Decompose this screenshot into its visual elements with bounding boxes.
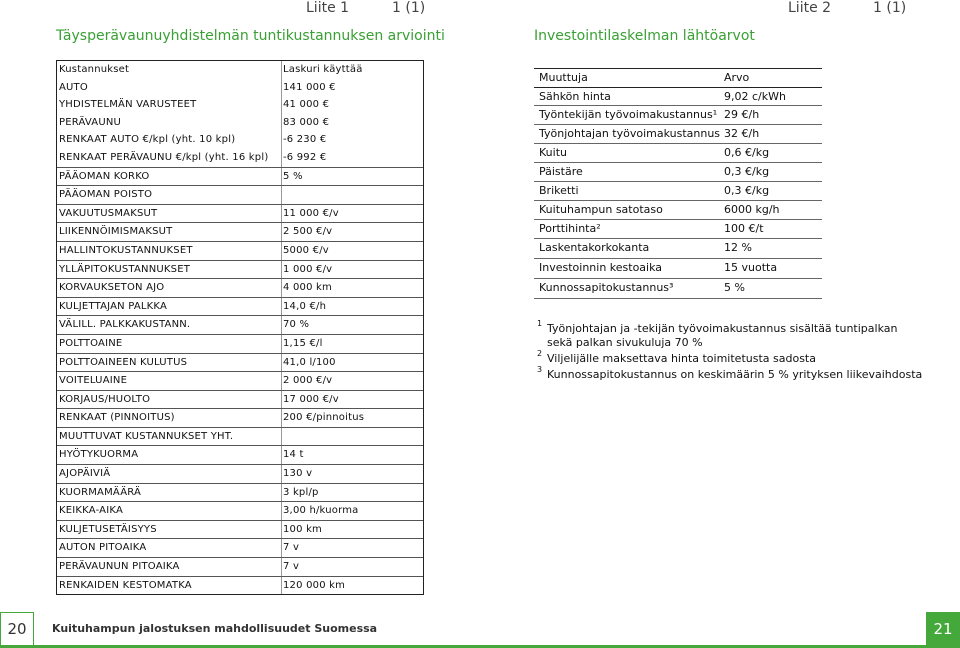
- cost-row: [57, 297, 423, 316]
- cost-row-value: 141 000 €: [283, 81, 336, 93]
- cost-table: [56, 60, 424, 595]
- cost-row-label: KUORMAMÄÄRÄ: [59, 486, 142, 498]
- footnote-text: Kunnossapitokustannus on keskimäärin 5 % yrityksen liikevaihdosta: [547, 368, 923, 381]
- cost-row-label: YHDISTELMÄN VARUSTEET: [59, 99, 197, 111]
- variable-row: [534, 259, 822, 279]
- cost-row: [57, 204, 423, 223]
- right-appendix-label: Liite 2: [788, 0, 832, 16]
- footnote-text: sekä palkan sivukuluja 70 %: [547, 336, 703, 349]
- cost-row: [57, 79, 423, 97]
- right-page-count: 1 (1): [873, 0, 907, 16]
- variable-row: [534, 279, 822, 299]
- cost-row-label: RENKAAT AUTO €/kpl (yht. 10 kpl): [59, 134, 236, 146]
- variable-row-label: Porttihinta²: [539, 222, 601, 235]
- variable-row: [534, 144, 822, 163]
- variable-row-label: Kuituhampun satotaso: [539, 203, 663, 216]
- left-page-number: 20: [0, 612, 34, 646]
- cost-row-label: LIIKENNÖIMISMAKSUT: [59, 226, 173, 238]
- cost-row-label: VÄLILL. PALKKAKUSTANN.: [59, 319, 191, 331]
- cost-table-header: [57, 61, 423, 79]
- footnote-number: 1: [537, 319, 543, 328]
- cost-row-label: AUTO: [59, 81, 88, 93]
- cost-row: [57, 576, 423, 595]
- cost-row-value: 1 000 €/v: [283, 263, 333, 275]
- cost-row-label: RENKAIDEN KESTOMATKA: [59, 579, 192, 591]
- variable-row-label: Investoinnin kestoaika: [539, 261, 663, 274]
- variable-row: [534, 125, 822, 144]
- variable-row: [534, 88, 822, 106]
- cost-row: [57, 185, 423, 204]
- variable-row-value: 100 €/t: [724, 222, 764, 235]
- cost-row-value: 2 500 €/v: [283, 226, 333, 238]
- variable-row: [534, 163, 822, 182]
- cost-row-value: 3 kpl/p: [283, 486, 319, 498]
- cost-row-value: 83 000 €: [283, 116, 330, 128]
- cost-row-label: AUTON PITOAIKA: [59, 542, 147, 554]
- variable-row-value: 32 €/h: [724, 127, 760, 140]
- variable-row-value: 6000 kg/h: [724, 203, 780, 216]
- footnote-text: Työnjohtajan ja -tekijän työvoimakustannus sisältää tuntipalkan: [547, 322, 898, 335]
- cost-row-label: KORVAUKSETON AJO: [59, 282, 165, 294]
- header-costs: Kustannukset: [59, 64, 130, 75]
- cost-row: [57, 241, 423, 260]
- cost-row: [57, 520, 423, 539]
- cost-row-value: 70 %: [283, 319, 310, 331]
- header-used-value: Laskuri käyttää: [283, 64, 363, 75]
- cost-row-label: RENKAAT PERÄVAUNU €/kpl (yht. 16 kpl): [59, 151, 269, 163]
- cost-row-value: 130 v: [283, 468, 313, 480]
- variable-row-value: 0,3 €/kg: [724, 184, 770, 197]
- variable-row: [534, 220, 822, 239]
- cost-row-value: -6 992 €: [283, 151, 327, 163]
- cost-row: [57, 278, 423, 297]
- cost-row-value: 14,0 €/h: [283, 300, 327, 312]
- cost-row: [57, 131, 423, 149]
- cost-row-value: 41 000 €: [283, 99, 330, 111]
- variable-row: [534, 239, 822, 259]
- cost-row-value: 41,0 l/100: [283, 356, 336, 368]
- cost-row-label: PERÄVAUNU: [59, 116, 122, 128]
- header-variable: Muuttuja: [539, 71, 588, 84]
- cost-row-label: HYÖTYKUORMA: [59, 449, 139, 461]
- right-page-number: 21: [926, 612, 960, 646]
- header-value: Arvo: [724, 71, 750, 84]
- cost-row: [57, 353, 423, 372]
- variable-row-value: 12 %: [724, 241, 752, 254]
- variable-row-label: Työnjohtajan työvoimakustannus: [539, 127, 721, 140]
- cost-row: [57, 114, 423, 132]
- variable-row-label: Päistäre: [539, 165, 583, 178]
- cost-row-label: RENKAAT (PINNOITUS): [59, 412, 175, 424]
- cost-row: [57, 315, 423, 334]
- left-page-count: 1 (1): [392, 0, 426, 16]
- cost-row-label: PERÄVAUNUN PITOAIKA: [59, 561, 180, 573]
- cost-row: [57, 390, 423, 409]
- variable-row: [534, 182, 822, 201]
- right-page-title: Investointilaskelman lähtöarvot: [534, 28, 755, 44]
- variable-row: [534, 201, 822, 220]
- cost-row: [57, 501, 423, 520]
- cost-row-label: AJOPÄIVIÄ: [59, 468, 111, 480]
- cost-row: [57, 538, 423, 557]
- cost-row: [57, 445, 423, 464]
- variable-row-value: 9,02 c/kWh: [724, 90, 786, 103]
- cost-row-value: 2 000 €/v: [283, 375, 333, 387]
- left-appendix-label: Liite 1: [306, 0, 350, 16]
- cost-row: [57, 96, 423, 114]
- cost-row-value: 3,00 h/kuorma: [283, 505, 359, 517]
- variable-row-label: Laskentakorkokanta: [539, 241, 650, 254]
- left-page-title: Täysperävaunuyhdistelmän tuntikustannuksen arviointi: [56, 28, 445, 44]
- cost-row-label: KULJETTAJAN PALKKA: [59, 300, 168, 312]
- cost-rows: [57, 79, 423, 595]
- variable-row-value: 0,6 €/kg: [724, 146, 770, 159]
- footnote-number: 2: [537, 349, 543, 358]
- variable-row-value: 15 vuotta: [724, 261, 778, 274]
- variable-row-label: Sähkön hinta: [539, 90, 611, 103]
- cost-row: [57, 557, 423, 576]
- cost-row-label: YLLÄPITOKUSTANNUKSET: [59, 263, 191, 275]
- footnote-text: Viljelijälle maksettava hinta toimitetusta sadosta: [547, 352, 816, 365]
- variable-rows: [534, 88, 822, 299]
- cost-row-label: PÄÄOMAN POISTO: [59, 189, 153, 201]
- variable-row-label: Työntekijän työvoimakustannus¹: [539, 108, 718, 121]
- cost-row-value: 1,15 €/l: [283, 337, 323, 349]
- cost-row: [57, 222, 423, 241]
- cost-row-label: VOITELUAINE: [59, 375, 128, 387]
- cost-row-label: KULJETUSETÄISYYS: [59, 523, 157, 535]
- cost-row-value: 5 %: [283, 170, 303, 182]
- cost-row-value: 14 t: [283, 449, 304, 461]
- cost-row: [57, 408, 423, 427]
- cost-row-value: 7 v: [283, 561, 300, 573]
- cost-row-value: 7 v: [283, 542, 300, 554]
- footnote-number: 3: [537, 365, 543, 374]
- cost-row-label: KEIKKA-AIKA: [59, 505, 123, 517]
- variable-row-value: 5 %: [724, 281, 745, 294]
- cost-row-label: POLTTOAINEEN KULUTUS: [59, 356, 188, 368]
- cost-row-label: POLTTOAINE: [59, 337, 123, 349]
- cost-row-value: 5000 €/v: [283, 244, 329, 256]
- cost-row-label: HALLINTOKUSTANNUKSET: [59, 244, 193, 256]
- cost-row-label: KORJAUS/HUOLTO: [59, 393, 151, 405]
- cost-row-value: -6 230 €: [283, 134, 327, 146]
- cost-row: [57, 483, 423, 502]
- cost-row: [57, 334, 423, 353]
- variables-table: [534, 68, 822, 299]
- variable-row-label: Briketti: [539, 184, 579, 197]
- variable-row: [534, 106, 822, 125]
- cost-row: [57, 167, 423, 186]
- variable-row-label: Kunnossapitokustannus³: [539, 281, 674, 294]
- cost-row-label: MUUTTUVAT KUSTANNUKSET YHT.: [59, 430, 234, 442]
- variables-table-header: [534, 69, 822, 88]
- cost-row-value: 100 km: [283, 523, 322, 535]
- cost-row: [57, 371, 423, 390]
- cost-row: [57, 464, 423, 483]
- variable-row-label: Kuitu: [539, 146, 567, 159]
- cost-row: [57, 149, 423, 167]
- cost-row-label: VAKUUTUSMAKSUT: [59, 207, 158, 219]
- cost-row-value: 11 000 €/v: [283, 207, 339, 219]
- cost-row-value: 200 €/pinnoitus: [283, 412, 365, 424]
- publication-title: Kuituhampun jalostuksen mahdollisuudet Suomessa: [52, 622, 378, 635]
- cost-row-label: PÄÄOMAN KORKO: [59, 170, 150, 182]
- cost-row: [57, 260, 423, 279]
- variable-row-value: 0,3 €/kg: [724, 165, 770, 178]
- variable-row-value: 29 €/h: [724, 108, 760, 121]
- cost-row: [57, 427, 423, 446]
- cost-row-value: 4 000 km: [283, 282, 332, 294]
- cost-row-value: 120 000 km: [283, 579, 346, 591]
- cost-row-value: 17 000 €/v: [283, 393, 339, 405]
